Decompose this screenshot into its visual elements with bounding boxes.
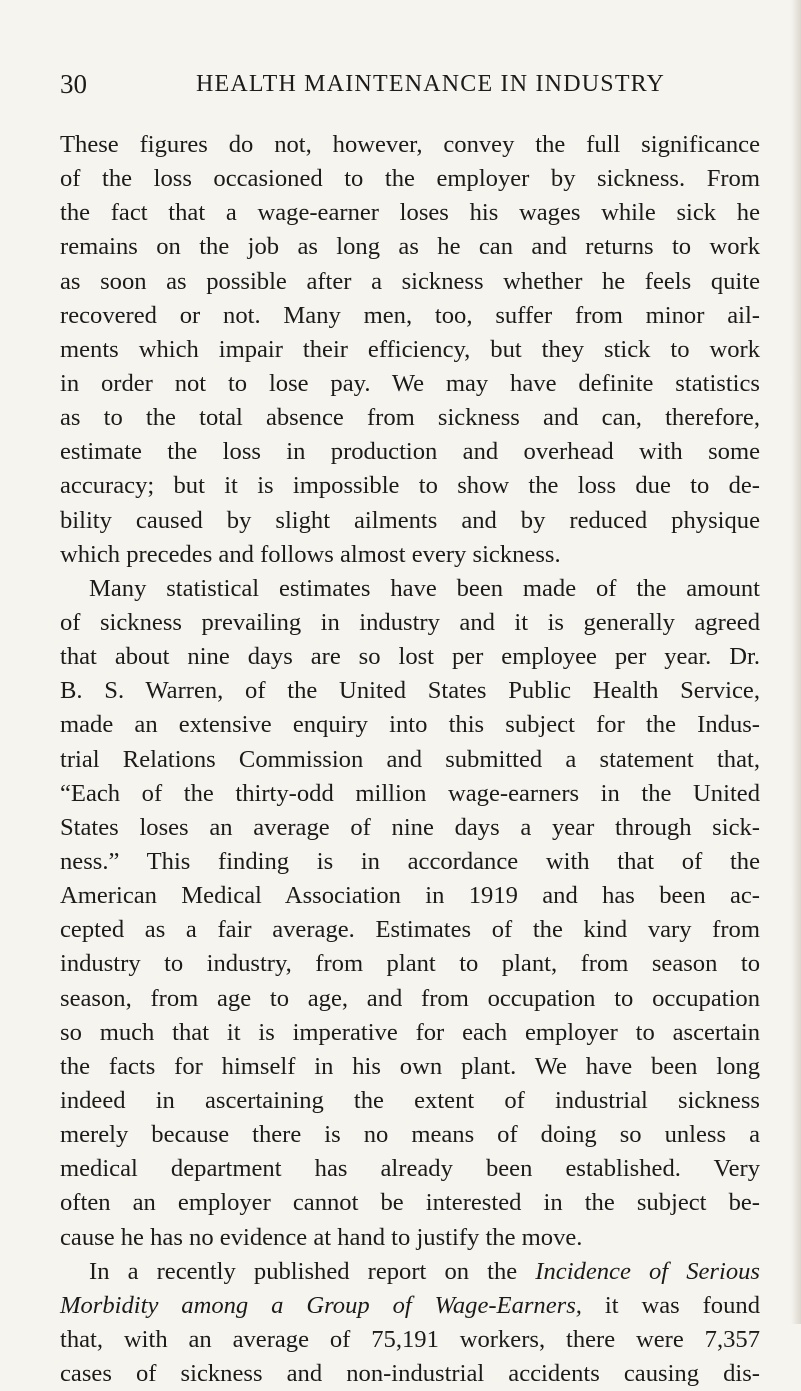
text-line: American Medical Association in 1919 and has been ac- <box>60 882 760 910</box>
text-line: cases of sickness and non-industrial accidents causing dis- <box>60 1360 760 1388</box>
text-line: as to the total absence from sickness and can, therefore, <box>60 404 760 432</box>
text-line: often an employer cannot be interested in the subject be- <box>60 1189 760 1217</box>
text-line: medical department has already been established. Very <box>60 1155 760 1183</box>
text-line: the facts for himself in his own plant. We have been long <box>60 1052 760 1080</box>
text-line: cepted as a fair average. Estimates of the kind vary from <box>60 916 760 944</box>
text-line: “Each of the thirty-odd million wage-earners in the United <box>60 779 760 807</box>
text-line: remains on the job as long as he can and returns to work <box>60 233 760 261</box>
page-edge-shadow <box>791 0 801 1324</box>
text-line: that about nine days are so lost per employee per year. Dr. <box>60 643 760 671</box>
text-line: Many statistical estimates have been made of the amount <box>89 574 760 602</box>
text-line: industry to industry, from plant to plant, from season to <box>60 950 760 978</box>
text-line: so much that it is imperative for each employer to ascertain <box>60 1018 760 1046</box>
text-line: season, from age to age, and from occupation to occupation <box>60 984 760 1012</box>
text-line: merely because there is no means of doing so unless a <box>60 1121 760 1149</box>
report-title-italic: Incidence of Serious <box>535 1257 760 1285</box>
page-header <box>60 66 760 102</box>
body-text <box>60 128 760 1391</box>
text-line <box>60 1255 760 1289</box>
report-title-italic: Morbidity among a Group of Wage-Earners, <box>60 1291 582 1319</box>
text-line: B. S. Warren, of the United States Public Health Service, <box>60 677 760 705</box>
text-line: ments which impair their efficiency, but they stick to work <box>60 335 760 363</box>
text-line <box>60 1289 760 1323</box>
text-line: that, with an average of 75,191 workers, there were 7,357 <box>60 1325 760 1353</box>
text-line: bility caused by slight ailments and by reduced physique <box>60 506 760 534</box>
text-line: recovered or not. Many men, too, suffer from minor ail- <box>60 301 760 329</box>
text-line: These figures do not, however, convey the full significance <box>60 131 760 158</box>
text-line: trial Relations Commission and submitted a statement that, <box>60 745 760 773</box>
text-line: of sickness prevailing in industry and it is generally agreed <box>60 608 760 636</box>
text-run: In a recently published report on the <box>89 1257 518 1285</box>
running-head: HEALTH MAINTENANCE IN INDUSTRY <box>196 71 666 97</box>
text-line: as soon as possible after a sickness whether he feels quite <box>60 267 760 295</box>
text-line: ness.” This finding is in accordance with that of the <box>60 847 760 875</box>
text-line: made an extensive enquiry into this subject for the Indus- <box>60 711 760 739</box>
page-number: 30 <box>60 69 87 99</box>
text-line: States loses an average of nine days a year through sick- <box>60 813 760 841</box>
text-line: cause he has no evidence at hand to justify the move. <box>60 1223 583 1251</box>
text-run: it was found <box>581 1291 760 1319</box>
text-line: of the loss occasioned to the employer by sickness. From <box>60 165 760 193</box>
text-line: which precedes and follows almost every sickness. <box>60 540 561 568</box>
text-line: indeed in ascertaining the extent of industrial sickness <box>60 1086 760 1114</box>
text-line: the fact that a wage-earner loses his wages while sick he <box>60 199 760 227</box>
text-line: estimate the loss in production and overhead with some <box>60 438 760 466</box>
text-line: accuracy; but it is impossible to show the loss due to de- <box>60 472 760 500</box>
text-line: in order not to lose pay. We may have definite statistics <box>60 369 760 397</box>
